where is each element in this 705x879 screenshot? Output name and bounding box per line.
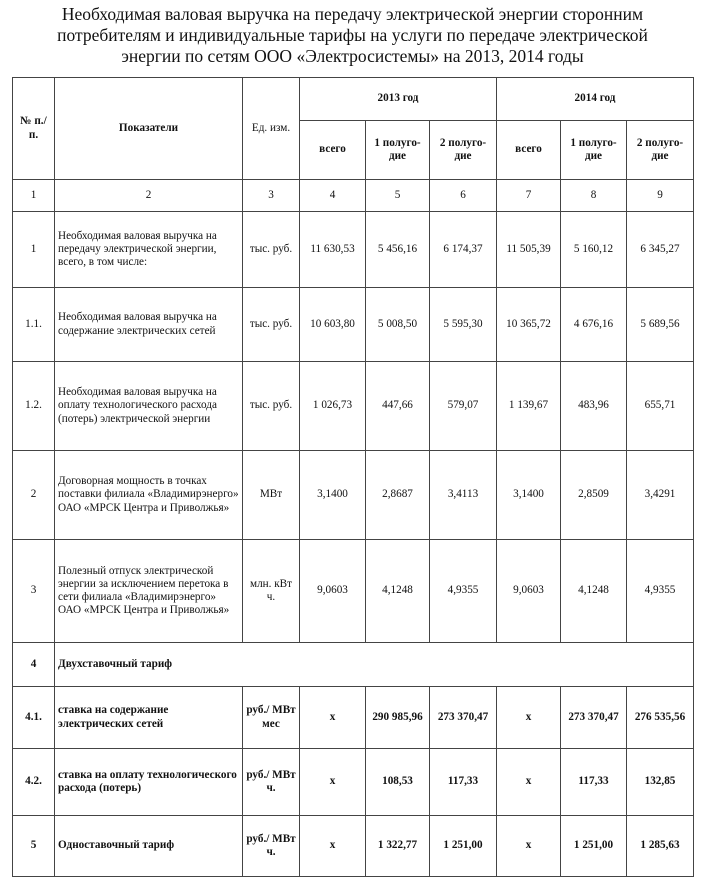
cell-value: 11 505,39 xyxy=(497,212,561,288)
cell-value: 3,1400 xyxy=(300,451,366,540)
header-half1-2013: 1 полуго-дие xyxy=(366,121,430,180)
cell-value: x xyxy=(300,687,366,749)
row-unit: тыс. руб. xyxy=(243,212,300,288)
row-num: 1.2. xyxy=(13,362,55,451)
table-row xyxy=(13,749,694,816)
col-number: 7 xyxy=(497,180,561,212)
cell-value: x xyxy=(497,687,561,749)
row-unit: руб./ МВт ч. xyxy=(243,749,300,816)
cell-value: 9,0603 xyxy=(497,540,561,643)
row-unit: тыс. руб. xyxy=(243,288,300,362)
cell-value: 5 595,30 xyxy=(430,288,497,362)
row-name: Необходимая валовая выручка на передачу электрической энергии, всего, в том числе: xyxy=(55,212,243,288)
cell-value: 4,1248 xyxy=(366,540,430,643)
table-row xyxy=(13,540,694,643)
cell-value: 5 689,56 xyxy=(627,288,694,362)
cell-value: 6 345,27 xyxy=(627,212,694,288)
title-line: Необходимая валовая выручка на передачу электрической энергии сторонним xyxy=(61,4,644,24)
cell-value: 579,07 xyxy=(430,362,497,451)
header-total-2013: всего xyxy=(300,121,366,180)
cell-value: 273 370,47 xyxy=(430,687,497,749)
cell-value: 3,4113 xyxy=(430,451,497,540)
row-name: Одноставочный тариф xyxy=(55,816,243,877)
row-unit: руб./ МВт ч. xyxy=(243,816,300,877)
cell-value: 1 251,00 xyxy=(430,816,497,877)
header-year-2014: 2014 год xyxy=(497,78,694,121)
cell-value: 108,53 xyxy=(366,749,430,816)
row-num: 5 xyxy=(13,816,55,877)
cell-value: 4 676,16 xyxy=(561,288,627,362)
row-unit: тыс. руб. xyxy=(243,362,300,451)
cell-value: 276 535,56 xyxy=(627,687,694,749)
cell-value: x xyxy=(497,749,561,816)
table-row xyxy=(13,451,694,540)
cell-value: 3,4291 xyxy=(627,451,694,540)
cell-value: 2,8509 xyxy=(561,451,627,540)
row-num: 1.1. xyxy=(13,288,55,362)
table-row xyxy=(13,362,694,451)
cell-value: 11 630,53 xyxy=(300,212,366,288)
cell-value: 5 008,50 xyxy=(366,288,430,362)
row-name: Договорная мощность в точках поставки филиала «Владимирэнерго» ОАО «МРСК Центра и Приволжья» xyxy=(55,451,243,540)
col-number: 4 xyxy=(300,180,366,212)
cell-value: 2,8687 xyxy=(366,451,430,540)
row-name: Необходимая валовая выручка на оплату технологического расхода (потерь) электрической энергии xyxy=(55,362,243,451)
row-name: Полезный отпуск электрической энергии за исключением перетока в сети филиала «Владимирэнерго» ОАО «МРСК Центра и Приволжья» xyxy=(55,540,243,643)
row-num: 4.2. xyxy=(13,749,55,816)
cell-value: 1 322,77 xyxy=(366,816,430,877)
cell-value: 1 026,73 xyxy=(300,362,366,451)
tariff-table xyxy=(12,77,694,877)
header-unit: Ед. изм. xyxy=(243,78,300,180)
col-number: 5 xyxy=(366,180,430,212)
cell-value: 1 251,00 xyxy=(561,816,627,877)
title-line: энергии по сетям ООО «Электросистемы» на 2013, 2014 годы xyxy=(121,46,584,66)
cell-value: 9,0603 xyxy=(300,540,366,643)
cell-value: 273 370,47 xyxy=(561,687,627,749)
cell-value: 132,85 xyxy=(627,749,694,816)
table-row xyxy=(13,288,694,362)
row-num: 4.1. xyxy=(13,687,55,749)
cell-value: 1 139,67 xyxy=(497,362,561,451)
cell-value: 483,96 xyxy=(561,362,627,451)
cell-value: x xyxy=(300,816,366,877)
cell-value: 117,33 xyxy=(561,749,627,816)
table-row-section xyxy=(13,643,694,687)
cell-value: 10 365,72 xyxy=(497,288,561,362)
title-line: потребителям и индивидуальные тарифы на услуги по передаче электрической xyxy=(57,25,648,45)
row-num: 2 xyxy=(13,451,55,540)
cell-value: 3,1400 xyxy=(497,451,561,540)
cell-value: 4,9355 xyxy=(627,540,694,643)
cell-value: 5 160,12 xyxy=(561,212,627,288)
header-half1-2014: 1 полуго-дие xyxy=(561,121,627,180)
row-unit: МВт xyxy=(243,451,300,540)
cell-value: 117,33 xyxy=(430,749,497,816)
row-unit: руб./ МВт мес xyxy=(243,687,300,749)
column-number-row xyxy=(13,180,694,212)
cell-value: 4,9355 xyxy=(430,540,497,643)
col-number: 9 xyxy=(627,180,694,212)
table-row xyxy=(13,687,694,749)
table-row xyxy=(13,212,694,288)
cell-value: 10 603,80 xyxy=(300,288,366,362)
row-name: Двухставочный тариф xyxy=(55,643,694,687)
row-num: 3 xyxy=(13,540,55,643)
table-row xyxy=(13,816,694,877)
cell-value: x xyxy=(300,749,366,816)
document-title xyxy=(0,4,705,67)
header-total-2014: всего xyxy=(497,121,561,180)
col-number: 3 xyxy=(243,180,300,212)
row-name: ставка на содержание электрических сетей xyxy=(55,687,243,749)
cell-value: 1 285,63 xyxy=(627,816,694,877)
cell-value: 655,71 xyxy=(627,362,694,451)
cell-value: 290 985,96 xyxy=(366,687,430,749)
col-number: 2 xyxy=(55,180,243,212)
col-number: 6 xyxy=(430,180,497,212)
cell-value: 5 456,16 xyxy=(366,212,430,288)
header-year-2013: 2013 год xyxy=(300,78,497,121)
header-num: № п./ п. xyxy=(13,78,55,180)
row-name: ставка на оплату технологического расхода (потерь) xyxy=(55,749,243,816)
cell-value: 6 174,37 xyxy=(430,212,497,288)
col-number: 1 xyxy=(13,180,55,212)
header-indicators: Показатели xyxy=(55,78,243,180)
row-unit: млн. кВт ч. xyxy=(243,540,300,643)
row-num: 4 xyxy=(13,643,55,687)
cell-value: 447,66 xyxy=(366,362,430,451)
row-num: 1 xyxy=(13,212,55,288)
cell-value: x xyxy=(497,816,561,877)
row-name: Необходимая валовая выручка на содержание электрических сетей xyxy=(55,288,243,362)
cell-value: 4,1248 xyxy=(561,540,627,643)
header-half2-2013: 2 полуго-дие xyxy=(430,121,497,180)
header-half2-2014: 2 полуго-дие xyxy=(627,121,694,180)
col-number: 8 xyxy=(561,180,627,212)
